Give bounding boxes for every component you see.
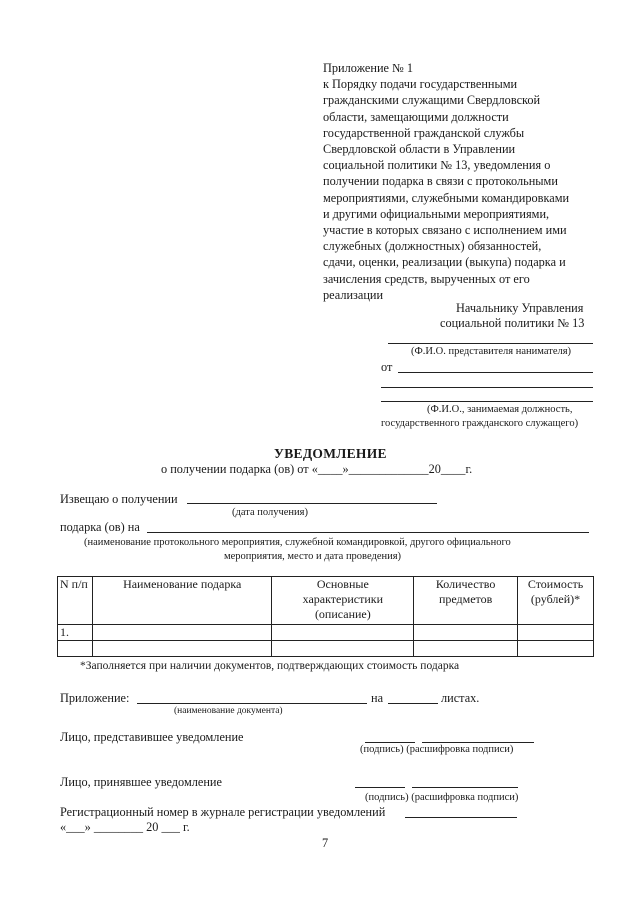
event-caption-1: (наименование протокольного мероприятия, служебной командировкой, другого официального	[84, 537, 511, 548]
header-number: N п/п	[58, 577, 93, 625]
attachment-caption: (наименование документа)	[174, 706, 283, 716]
appendix-line: участие в которых связано с исполнением ими	[323, 223, 567, 238]
attachment-sheets-label: листах.	[441, 691, 480, 705]
attachment-name-field[interactable]	[137, 703, 367, 704]
table-row	[58, 641, 594, 657]
appendix-header	[323, 60, 623, 303]
submitted-name-field[interactable]	[422, 742, 534, 743]
receipt-date-field[interactable]	[187, 503, 437, 504]
appendix-line: Свердловской области в Управлении	[323, 142, 516, 157]
document-subtitle: о получении подарка (ов) от «____»_____________20____г.	[161, 462, 473, 476]
appendix-line: реализации	[323, 287, 384, 302]
sender-field-1[interactable]	[398, 372, 593, 373]
footnote: *Заполняется при наличии документов, подтверждающих стоимость подарка	[80, 660, 460, 672]
employer-caption: (Ф.И.О. представителя нанимателя)	[411, 346, 572, 357]
appendix-line: получении подарка в связи с протокольными	[323, 174, 558, 189]
appendix-line: мероприятиями, служебными командировками	[323, 190, 570, 205]
attachment-sheets-field[interactable]	[388, 703, 438, 704]
sender-caption-1: (Ф.И.О., занимаемая должность,	[427, 404, 573, 415]
event-caption-2: мероприятия, место и дата проведения)	[224, 551, 402, 562]
appendix-line: и другими официальными мероприятиями,	[323, 206, 550, 221]
gifts-table	[57, 576, 594, 657]
table-cell[interactable]	[272, 641, 414, 657]
sender-field-3[interactable]	[381, 401, 593, 402]
header-characteristics: Основные характеристики (описание)	[272, 577, 414, 625]
receipt-label: Извещаю о получении	[60, 492, 178, 506]
attachment-on-label: на	[371, 691, 384, 705]
table-cell[interactable]	[92, 625, 272, 641]
header-cost: Стоимость (рублей)*	[518, 577, 594, 625]
attachment-label: Приложение:	[60, 691, 130, 705]
appendix-line: гражданскими служащими Свердловской	[323, 93, 541, 108]
table-cell[interactable]	[92, 641, 272, 657]
appendix-line: области, замещающими должности	[323, 109, 509, 124]
table-cell[interactable]	[518, 625, 594, 641]
appendix-line: зачисления средств, вырученных от его	[323, 271, 530, 286]
header-gift-name: Наименование подарка	[92, 577, 272, 625]
header-quantity: Количество предметов	[414, 577, 518, 625]
page-number: 7	[322, 836, 329, 850]
accepted-caption: (подпись) (расшифровка подписи)	[365, 792, 519, 803]
appendix-line: служебных (должностных) обязанностей,	[323, 239, 542, 254]
appendix-line: сдачи, оценки, реализации (выкупа) подарка и	[323, 255, 566, 270]
from-label: от	[381, 360, 393, 374]
appendix-line: Приложение № 1	[323, 61, 414, 75]
registration-date: «___» ________ 20 ___ г.	[60, 820, 190, 834]
registration-number-field[interactable]	[405, 817, 517, 818]
receipt-caption: (дата получения)	[232, 507, 308, 518]
table-cell[interactable]: 1.	[58, 625, 93, 641]
appendix-line: государственной гражданской службы	[323, 125, 525, 140]
table-header-row	[58, 577, 594, 625]
submitted-signature-field[interactable]	[365, 742, 415, 743]
sender-field-2[interactable]	[381, 387, 593, 388]
sender-caption-2: государственного гражданского служащего)	[381, 418, 579, 429]
table-cell[interactable]	[518, 641, 594, 657]
document-title: УВЕДОМЛЕНИЕ	[274, 446, 387, 461]
table-row	[58, 625, 594, 641]
registration-label: Регистрационный номер в журнале регистрации уведомлений	[60, 805, 386, 819]
appendix-line: социальной политики № 13, уведомления о	[323, 158, 551, 173]
table-cell[interactable]	[414, 625, 518, 641]
appendix-line: к Порядку подачи государственными	[323, 77, 518, 92]
gifts-label: подарка (ов) на	[60, 520, 140, 534]
table-cell[interactable]	[414, 641, 518, 657]
submitted-caption: (подпись) (расшифровка подписи)	[360, 744, 514, 755]
event-field[interactable]	[147, 532, 589, 533]
table-cell[interactable]	[58, 641, 93, 657]
employer-name-field[interactable]	[388, 343, 593, 344]
table-cell[interactable]	[272, 625, 414, 641]
addressee-line-2: социальной политики № 13	[440, 316, 585, 330]
submitted-label: Лицо, представившее уведомление	[60, 730, 244, 744]
accepted-name-field[interactable]	[412, 787, 518, 788]
accepted-signature-field[interactable]	[355, 787, 405, 788]
addressee-line-1: Начальнику Управления	[456, 301, 584, 315]
accepted-label: Лицо, принявшее уведомление	[60, 775, 222, 789]
